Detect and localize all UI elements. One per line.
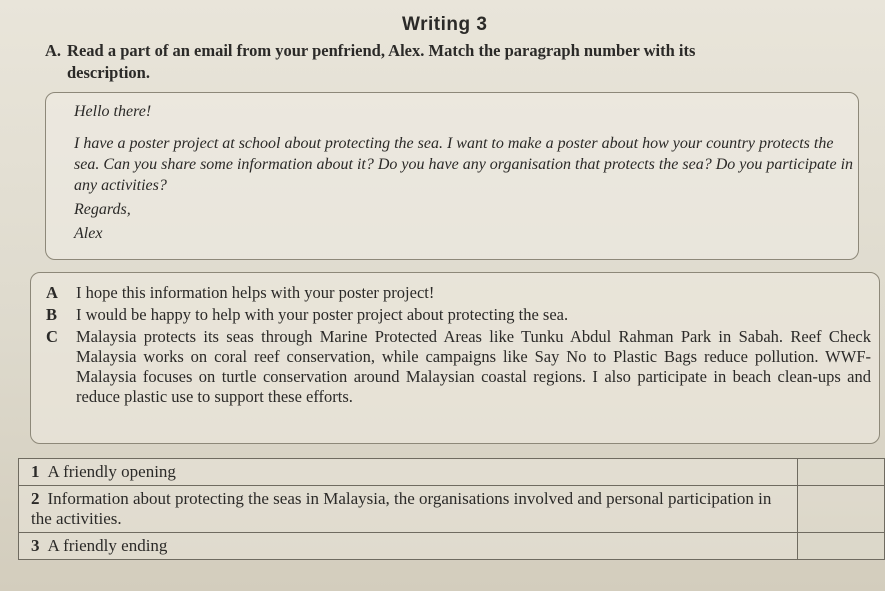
option-letter: C [46,327,58,346]
email-greeting: Hello there! [74,103,152,120]
row-description [19,486,798,533]
option-text: I hope this information helps with your poster project! [76,283,435,302]
email-box [45,92,859,260]
option-text: I would be happy to help with your poster project about protecting the sea. [76,305,569,324]
row-description [19,459,798,486]
option-letter: B [46,305,58,324]
row-number: 3 [31,536,40,555]
paragraph-option-b [46,305,871,325]
paragraph-options-box [30,272,880,444]
email-signature-name: Alex [74,225,103,242]
instruction-line-1: Read a part of an email from your penfriend, Alex. Match the paragraph number with its [67,41,696,60]
row-description-text: A friendly opening [47,462,176,481]
email-regards: Regards, [74,201,131,218]
row-number: 2 [31,489,40,508]
page-title: Writing 3 [402,14,488,35]
row-number: 1 [31,462,40,481]
matching-table [18,458,885,560]
row-description [19,533,798,560]
answer-cell[interactable] [798,486,885,533]
answer-cell[interactable] [798,533,885,560]
table-row [19,486,885,533]
option-text: Malaysia protects its seas through Marine Protected Areas like Tunku Abdul Rahman Park in Sabah. Reef Check Malaysia works on coral reef conservation, while campaigns like Say No to Plastic Bags reduce pollution. WWF-Malaysia focuses on turtle conservation around Malaysian coastal regions. I also participate in beach clean-ups and reduce plastic use to support these efforts. [76,327,871,406]
instruction-letter: A. [45,41,62,60]
paragraph-option-a [46,283,871,303]
answer-cell[interactable] [798,459,885,486]
option-letter: A [46,283,58,302]
row-description-text: Information about protecting the seas in Malaysia, the organisations involved and personal participation in the activities. [31,489,772,528]
table-row [19,533,885,560]
table-row [19,459,885,486]
paragraph-option-c [46,327,871,407]
row-description-text: A friendly ending [47,536,168,555]
email-body: I have a poster project at school about protecting the sea. I want to make a poster about how your country protects the sea. Can you share some information about it? Do you have any organisation that protects the sea? Do you participate in any activities? [74,135,854,194]
instruction-line-2: description. [67,63,150,82]
instruction [45,40,865,84]
